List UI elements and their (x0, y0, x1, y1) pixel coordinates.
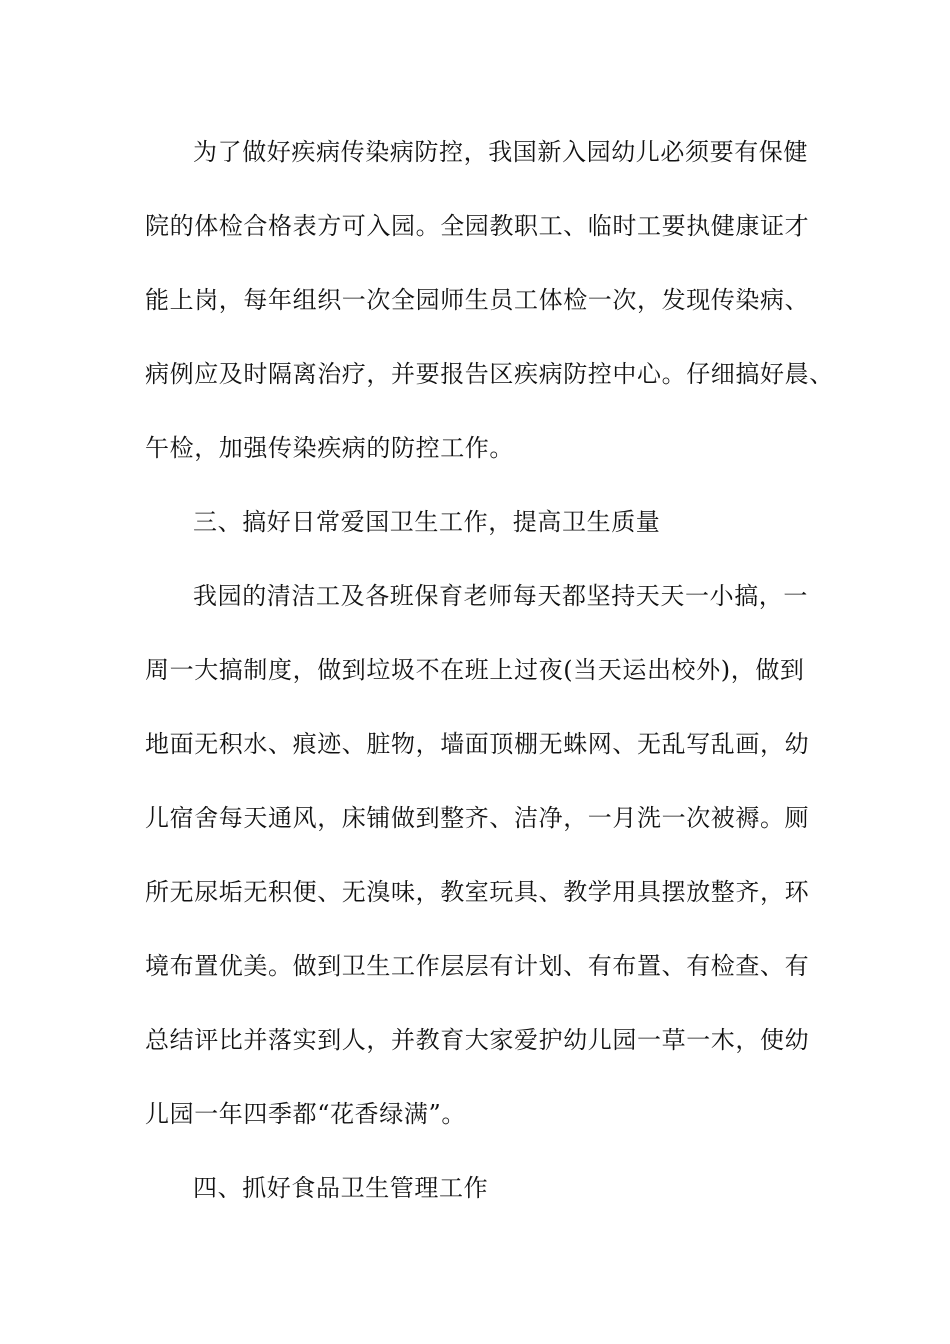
paragraph-line: 所无尿垢无积便、无溴味，教室玩具、教学用具摆放整齐，环 (145, 878, 810, 906)
paragraph-line: 儿园一年四季都“花香绿满”。 (145, 1100, 466, 1128)
paragraph-line: 能上岗，每年组织一次全园师生员工体检一次，发现传染病、 (145, 286, 810, 314)
paragraph-line: 境布置优美。做到卫生工作层层有计划、有布置、有检查、有 (145, 952, 810, 980)
paragraph-line: 总结评比并落实到人，并教育大家爱护幼儿园一草一木，使幼 (145, 1026, 810, 1054)
section-heading: 四、抓好食品卫生管理工作 (193, 1174, 489, 1202)
paragraph-line: 我园的清洁工及各班保育老师每天都坚持天天一小搞，一 (193, 582, 808, 610)
paragraph-line: 午检，加强传染疾病的防控工作。 (145, 434, 514, 462)
paragraph-line: 地面无积水、痕迹、脏物，墙面顶棚无蛛网、无乱写乱画，幼 (145, 730, 810, 758)
paragraph-line: 儿宿舍每天通风，床铺做到整齐、洁净，一月洗一次被褥。厕 (145, 804, 810, 832)
paragraph-line: 周一大搞制度，做到垃圾不在班上过夜(当天运出校外)，做到 (145, 656, 805, 684)
paragraph-line: 病例应及时隔离治疗，并要报告区疾病防控中心。仔细搞好晨、 (145, 360, 834, 388)
paragraph-line: 为了做好疾病传染病防控，我国新入园幼儿必须要有保健 (193, 138, 808, 166)
paragraph-line: 院的体检合格表方可入园。全园教职工、临时工要执健康证才 (145, 212, 810, 240)
section-heading: 三、搞好日常爱国卫生工作，提高卫生质量 (193, 508, 661, 536)
